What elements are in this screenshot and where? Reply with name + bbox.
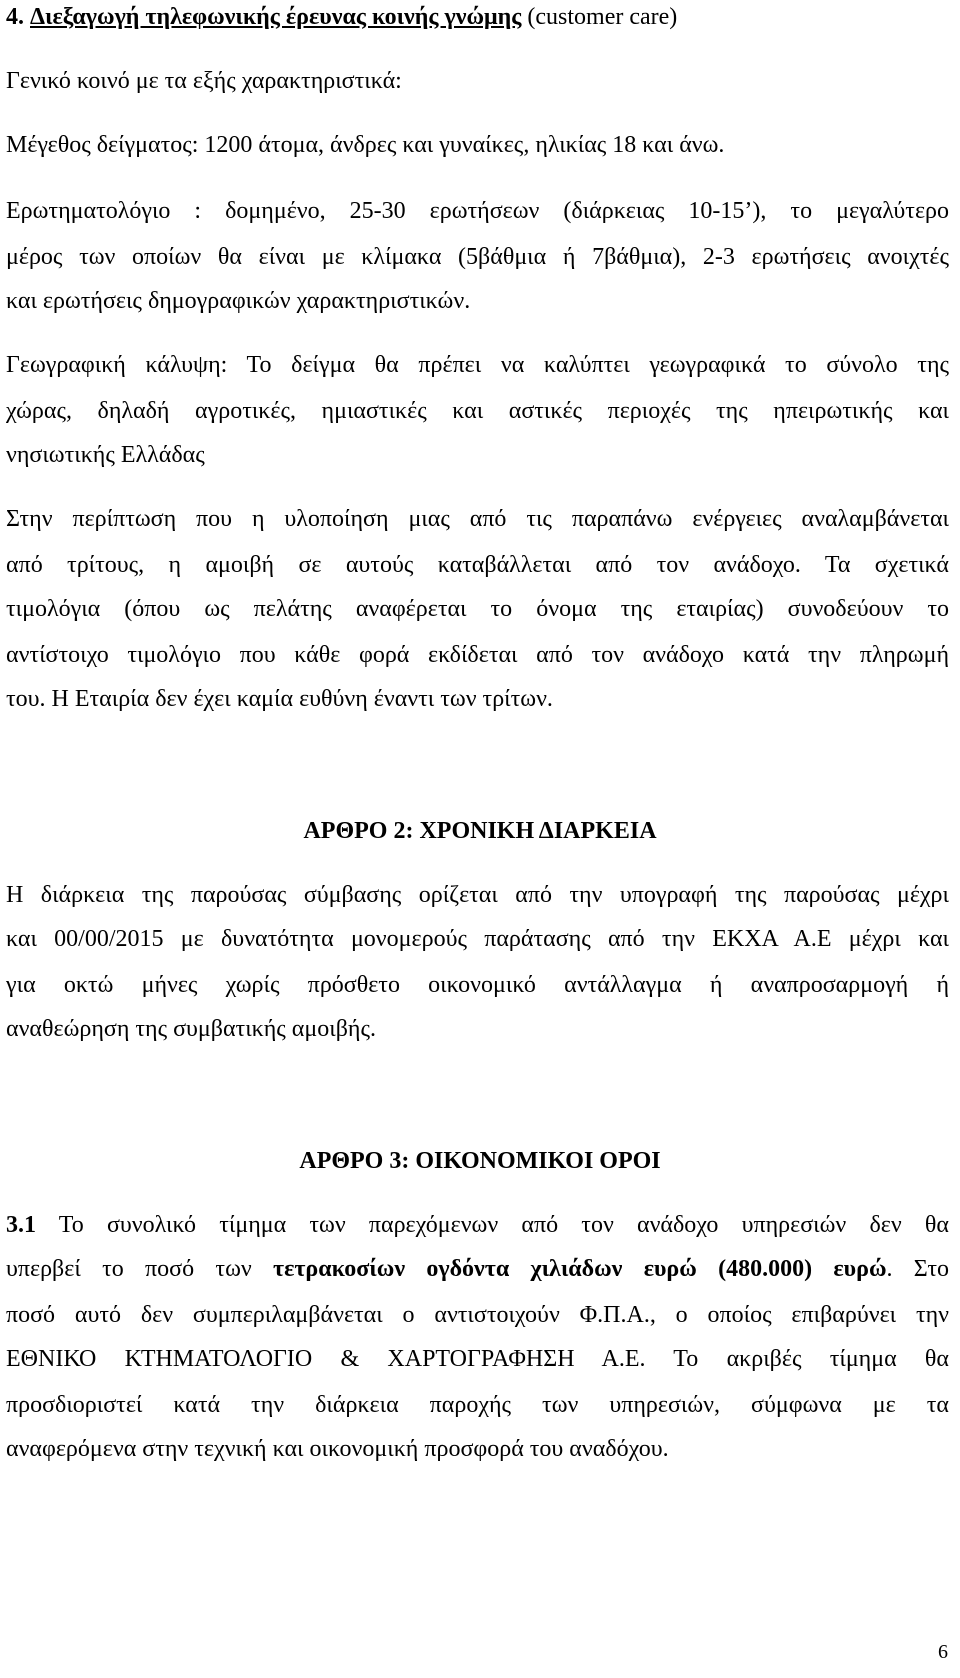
article-3-line: ποσό αυτό δεν συμπεριλαμβάνεται ο αντιστοιχούν Φ.Π.Α., ο οποίος επιβαρύνει την — [6, 1302, 949, 1328]
amount-prefix: υπερβεί το ποσό των — [6, 1256, 274, 1282]
article-3-title: ΑΡΘΡΟ 3: ΟΙΚΟΝΟΜΙΚΟΙ ΟΡΟΙ — [299, 1148, 661, 1174]
page-number: 6 — [938, 1641, 948, 1663]
section-heading — [6, 2, 949, 32]
third-parties-line: αντίστοιχο τιμολόγιο που κάθε φορά εκδίδεται από τον ανάδοχο κατά την πληρωμή — [6, 642, 949, 668]
section-number: 4. — [6, 4, 24, 30]
clause-number: 3.1 — [6, 1212, 36, 1238]
article-2-title: ΑΡΘΡΟ 2: ΧΡΟΝΙΚΗ ΔΙΑΡΚΕΙΑ — [303, 818, 657, 844]
third-parties-line: από τρίτους, η αμοιβή σε αυτούς καταβάλλεται από τον ανάδοχο. Τα σχετικά — [6, 552, 949, 578]
article-2-line: για οκτώ μήνες χωρίς πρόσθετο οικονομικό αντάλλαγμα ή αναπροσαρμογή ή — [6, 972, 949, 998]
questionnaire-line: μέρος των οποίων θα είναι με κλίμακα (5βάθμια ή 7βάθμια), 2-3 ερωτήσεις ανοιχτές — [6, 244, 949, 270]
third-parties-line: τιμολόγια (όπου ως πελάτης αναφέρεται το όνομα της εταιρίας) συνοδεύουν το — [6, 596, 949, 622]
audience-text: Γενικό κοινό με τα εξής χαρακτηριστικά: — [6, 68, 402, 94]
article-2-line: αναθεώρηση της συμβατικής αμοιβής. — [6, 1016, 376, 1042]
third-parties-line: του. Η Εταιρία δεν έχει καμία ευθύνη έναντι των τρίτων. — [6, 686, 553, 712]
section-title-suffix: (customer care) — [521, 4, 678, 30]
questionnaire-line: και ερωτήσεις δημογραφικών χαρακτηριστικών. — [6, 288, 471, 314]
sample-size-text: Μέγεθος δείγματος: 1200 άτομα, άνδρες και γυναίκες, ηλικίας 18 και άνω. — [6, 132, 725, 158]
clause-text: Το συνολικό τίμημα των παρεχόμενων από τον ανάδοχο υπηρεσιών δεν θα — [36, 1212, 949, 1238]
questionnaire-line: Ερωτηματολόγιο : δομημένο, 25-30 ερωτήσεων (διάρκειας 10-15’), το μεγαλύτερο — [6, 198, 949, 224]
amount-suffix: . Στο — [886, 1256, 949, 1282]
coverage-line: Γεωγραφική κάλυψη: Το δείγμα θα πρέπει να καλύπτει γεωγραφικά το σύνολο της — [6, 352, 949, 378]
third-parties-line: Στην περίπτωση που η υλοποίηση μιας από τις παραπάνω ενέργειες αναλαμβάνεται — [6, 506, 949, 532]
article-2-line: και 00/00/2015 με δυνατότητα μονομερούς παράτασης από την ΕΚΧΑ Α.Ε μέχρι και — [6, 926, 949, 952]
coverage-line: νησιωτικής Ελλάδας — [6, 442, 205, 468]
article-3-line: αναφερόμενα στην τεχνική και οικονομική προσφορά του αναδόχου. — [6, 1436, 669, 1462]
article-3-line: ΕΘΝΙΚΟ ΚΤΗΜΑΤΟΛΟΓΙΟ & ΧΑΡΤΟΓΡΑΦΗΣΗ Α.Ε. Το ακριβές τίμημα θα — [6, 1346, 949, 1372]
section-title: Διεξαγωγή τηλεφωνικής έρευνας κοινής γνώμης — [30, 4, 522, 30]
amount-value: τετρακοσίων ογδόντα χιλιάδων ευρώ (480.000) ευρώ — [273, 1256, 887, 1282]
coverage-line: χώρας, δηλαδή αγροτικές, ημιαστικές και αστικές περιοχές της ηπειρωτικής και — [6, 398, 949, 424]
article-3-line — [6, 1210, 949, 1240]
article-2-line: Η διάρκεια της παρούσας σύμβασης ορίζεται από την υπογραφή της παρούσας μέχρι — [6, 882, 949, 908]
article-3-line: προσδιοριστεί κατά την διάρκεια παροχής των υπηρεσιών, σύμφωνα με τα — [6, 1392, 949, 1418]
article-3-line — [6, 1254, 949, 1284]
